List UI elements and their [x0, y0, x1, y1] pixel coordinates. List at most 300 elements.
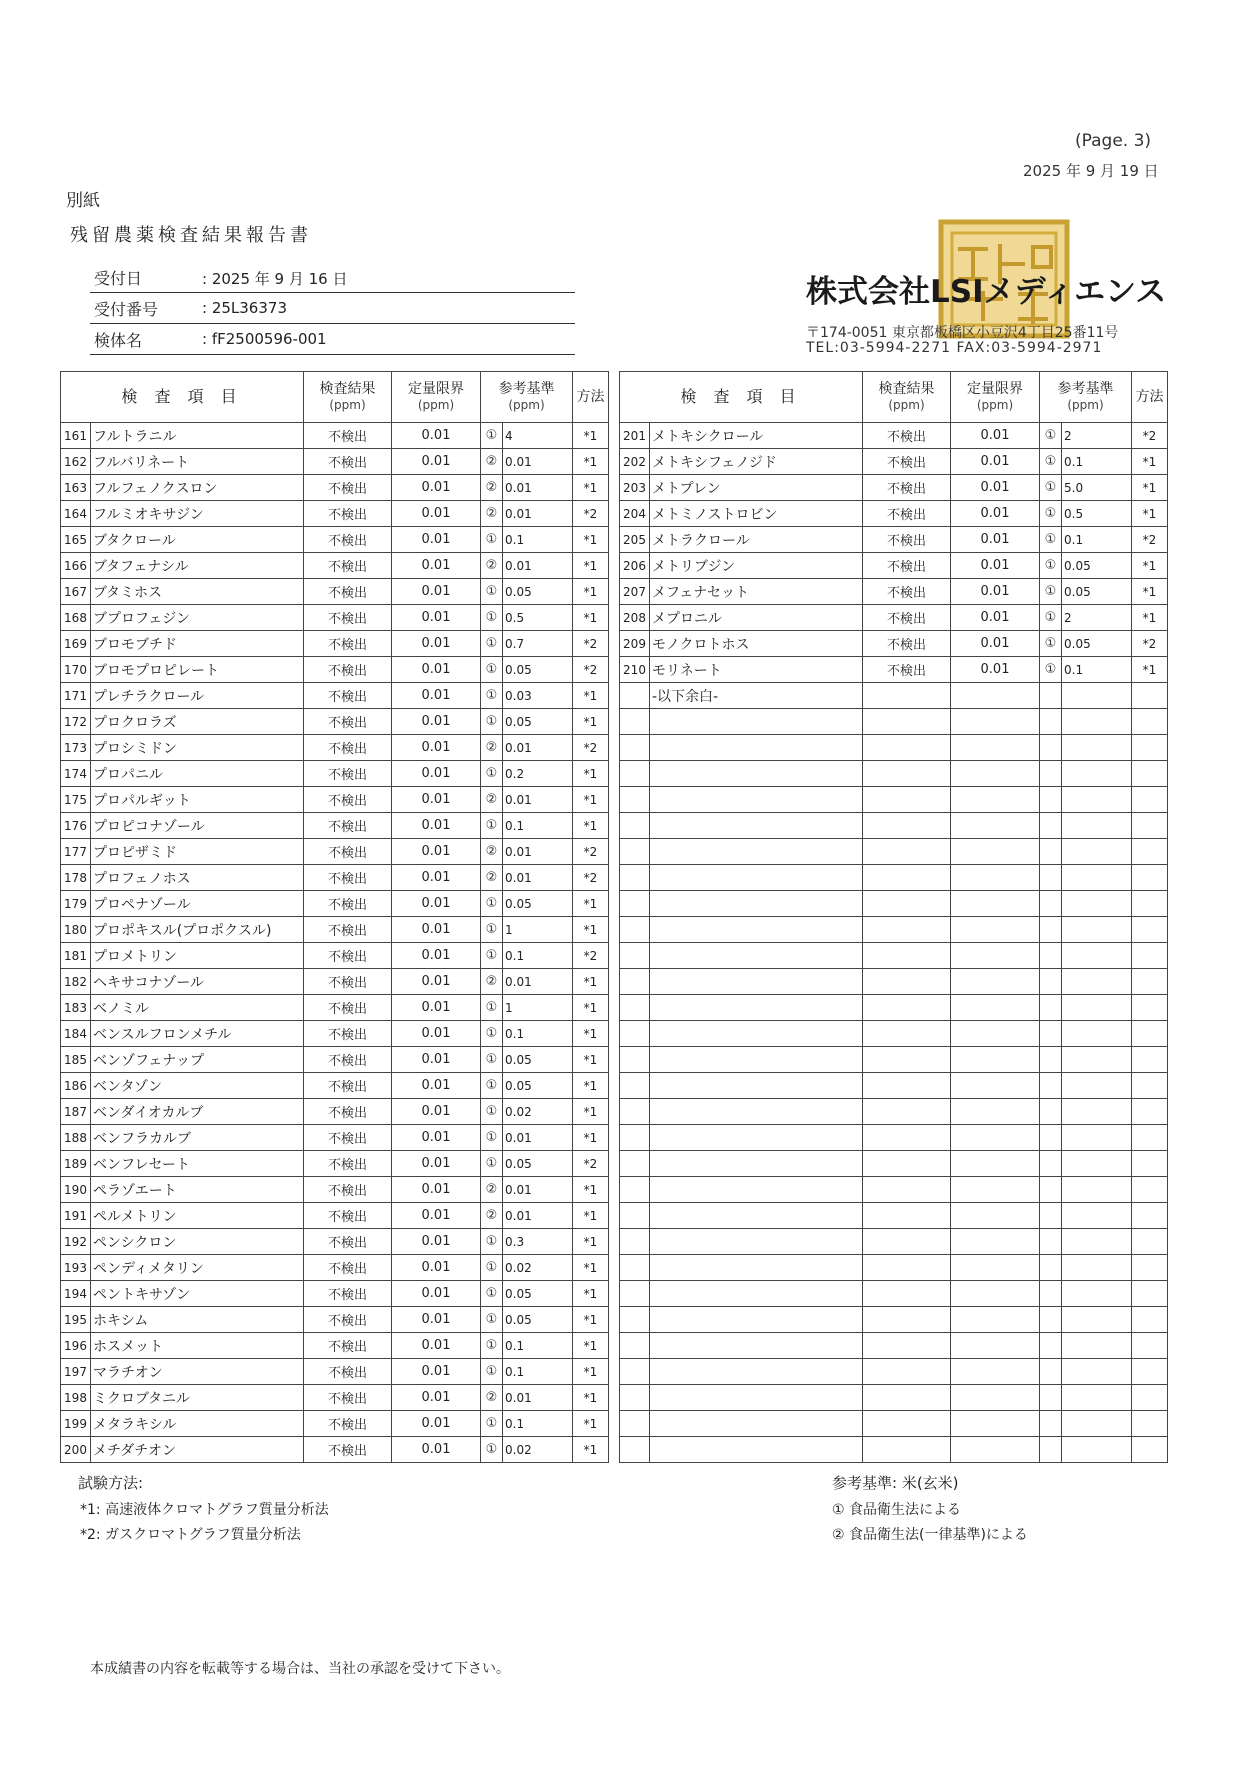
test-method-2: *2: ガスクロマトグラフ質量分析法 — [80, 1527, 301, 1543]
limit-cell — [951, 1151, 1040, 1177]
item-name — [650, 1073, 863, 1099]
basis-marker: ② — [481, 969, 503, 995]
reference-value: 0.02 — [503, 1099, 573, 1125]
method-cell: *1 — [1132, 579, 1168, 605]
row-number: 178 — [61, 865, 91, 891]
result-cell: 不検出 — [304, 1229, 392, 1255]
row-number — [620, 1437, 650, 1463]
basis-marker — [1040, 683, 1062, 709]
row-number: 189 — [61, 1151, 91, 1177]
item-name: マラチオン — [91, 1359, 304, 1385]
item-name: メトラクロール — [650, 527, 863, 553]
table-row — [620, 1359, 1168, 1385]
result-cell — [863, 1021, 951, 1047]
row-number — [620, 787, 650, 813]
reference-value: 0.05 — [503, 1151, 573, 1177]
limit-cell: 0.01 — [392, 943, 481, 969]
row-number — [620, 1177, 650, 1203]
item-name: ブロモプロピレート — [91, 657, 304, 683]
reference-value — [1062, 709, 1132, 735]
limit-cell: 0.01 — [392, 1333, 481, 1359]
limit-cell: 0.01 — [392, 1385, 481, 1411]
result-cell — [863, 995, 951, 1021]
method-cell: *1 — [573, 813, 609, 839]
method-cell — [1132, 1177, 1168, 1203]
row-number: 184 — [61, 1021, 91, 1047]
item-name — [650, 1203, 863, 1229]
item-name: ベンフラカルブ — [91, 1125, 304, 1151]
item-name — [650, 839, 863, 865]
row-number — [620, 865, 650, 891]
report-title: 残留農薬検査結果報告書 — [70, 225, 312, 246]
reference-value: 0.5 — [503, 605, 573, 631]
reference-2: ② 食品衛生法(一律基準)による — [832, 1527, 1028, 1543]
table-row — [61, 423, 609, 449]
method-cell: *1 — [573, 527, 609, 553]
basis-marker: ① — [481, 1229, 503, 1255]
item-name: プレチラクロール — [91, 683, 304, 709]
row-number: 181 — [61, 943, 91, 969]
item-name: ブプロフェジン — [91, 605, 304, 631]
result-cell: 不検出 — [304, 1281, 392, 1307]
table-row — [61, 787, 609, 813]
basis-marker — [1040, 761, 1062, 787]
reference-value: 0.01 — [503, 553, 573, 579]
item-name — [650, 917, 863, 943]
row-number: 172 — [61, 709, 91, 735]
result-cell — [863, 1229, 951, 1255]
method-cell: *1 — [573, 969, 609, 995]
table-row — [61, 1385, 609, 1411]
result-cell: 不検出 — [304, 423, 392, 449]
basis-marker — [1040, 995, 1062, 1021]
result-cell: 不検出 — [863, 579, 951, 605]
item-name: プロピザミド — [91, 839, 304, 865]
table-row — [61, 1073, 609, 1099]
limit-cell: 0.01 — [392, 1021, 481, 1047]
row-number: 199 — [61, 1411, 91, 1437]
limit-cell — [951, 865, 1040, 891]
result-cell — [863, 1411, 951, 1437]
item-name — [650, 1177, 863, 1203]
method-cell: *1 — [1132, 449, 1168, 475]
limit-cell: 0.01 — [951, 527, 1040, 553]
basis-marker: ① — [1040, 423, 1062, 449]
header-method: 方法 — [1132, 372, 1168, 423]
method-cell: *1 — [573, 1437, 609, 1463]
item-name — [650, 787, 863, 813]
result-cell: 不検出 — [304, 1047, 392, 1073]
row-number — [620, 1099, 650, 1125]
table-row — [61, 917, 609, 943]
item-name — [650, 1047, 863, 1073]
basis-marker — [1040, 1229, 1062, 1255]
item-name — [650, 1307, 863, 1333]
table-row — [61, 761, 609, 787]
basis-marker: ① — [1040, 553, 1062, 579]
method-cell: *1 — [1132, 605, 1168, 631]
table-row — [620, 475, 1168, 501]
item-name — [650, 1125, 863, 1151]
result-cell: 不検出 — [304, 813, 392, 839]
reference-value: 0.3 — [503, 1229, 573, 1255]
row-number — [620, 735, 650, 761]
basis-marker: ① — [481, 1255, 503, 1281]
table-row — [61, 995, 609, 1021]
received-date-label: 受付日 — [94, 269, 143, 288]
row-number: 190 — [61, 1177, 91, 1203]
reference-value: 0.01 — [503, 1125, 573, 1151]
table-row — [620, 1437, 1168, 1463]
method-cell — [1132, 839, 1168, 865]
table-row — [61, 1203, 609, 1229]
reference-value — [1062, 787, 1132, 813]
table-row — [620, 735, 1168, 761]
method-cell: *1 — [573, 423, 609, 449]
basis-marker: ① — [481, 1411, 503, 1437]
table-row — [61, 605, 609, 631]
method-cell: *1 — [573, 1281, 609, 1307]
basis-marker: ② — [481, 787, 503, 813]
limit-cell — [951, 1073, 1040, 1099]
reference-value: 1 — [503, 917, 573, 943]
header-result: 検査結果 (ppm) — [304, 372, 392, 423]
table-row — [61, 527, 609, 553]
table-row — [620, 631, 1168, 657]
result-cell: 不検出 — [304, 995, 392, 1021]
reference-value — [1062, 1281, 1132, 1307]
result-cell: 不検出 — [304, 761, 392, 787]
basis-marker: ① — [481, 1437, 503, 1463]
row-number — [620, 1151, 650, 1177]
limit-cell: 0.01 — [392, 813, 481, 839]
result-cell: 不検出 — [304, 1021, 392, 1047]
table-row — [620, 553, 1168, 579]
reference-value — [1062, 683, 1132, 709]
table-row — [61, 865, 609, 891]
basis-marker — [1040, 1151, 1062, 1177]
reference-value: 0.01 — [503, 1177, 573, 1203]
row-number: 174 — [61, 761, 91, 787]
limit-cell — [951, 1255, 1040, 1281]
row-number — [620, 813, 650, 839]
method-cell: *2 — [573, 501, 609, 527]
row-number: 188 — [61, 1125, 91, 1151]
reference-value: 0.2 — [503, 761, 573, 787]
limit-cell: 0.01 — [392, 865, 481, 891]
method-cell: *1 — [573, 1125, 609, 1151]
reference-value: 4 — [503, 423, 573, 449]
reference-title: 参考基準: 米(玄米) — [832, 1474, 959, 1492]
item-name: プロポキスル(プロポクスル) — [91, 917, 304, 943]
table-row — [620, 1411, 1168, 1437]
item-name — [650, 761, 863, 787]
table-row — [61, 1307, 609, 1333]
method-cell: *2 — [573, 865, 609, 891]
item-name — [650, 1411, 863, 1437]
reference-1: ① 食品衛生法による — [832, 1502, 962, 1518]
item-name: ベノミル — [91, 995, 304, 1021]
result-cell — [863, 683, 951, 709]
basis-marker: ① — [481, 1281, 503, 1307]
result-cell — [863, 1255, 951, 1281]
row-number: 183 — [61, 995, 91, 1021]
method-cell: *1 — [573, 1411, 609, 1437]
result-cell: 不検出 — [304, 657, 392, 683]
limit-cell: 0.01 — [392, 1047, 481, 1073]
header-limit: 定量限界 (ppm) — [392, 372, 481, 423]
row-number — [620, 1229, 650, 1255]
result-cell: 不検出 — [304, 579, 392, 605]
row-number: 180 — [61, 917, 91, 943]
limit-cell: 0.01 — [392, 475, 481, 501]
result-cell — [863, 1203, 951, 1229]
row-number: 197 — [61, 1359, 91, 1385]
method-cell — [1132, 943, 1168, 969]
result-cell — [863, 1437, 951, 1463]
reference-value — [1062, 1099, 1132, 1125]
row-number: 164 — [61, 501, 91, 527]
method-cell — [1132, 1359, 1168, 1385]
table-row — [620, 449, 1168, 475]
reference-value: 0.01 — [503, 501, 573, 527]
result-cell: 不検出 — [304, 475, 392, 501]
reference-value: 0.1 — [503, 527, 573, 553]
reference-value — [1062, 969, 1132, 995]
basis-marker — [1040, 709, 1062, 735]
result-cell: 不検出 — [304, 865, 392, 891]
row-number: 207 — [620, 579, 650, 605]
row-number: 202 — [620, 449, 650, 475]
row-number: 193 — [61, 1255, 91, 1281]
item-name — [650, 943, 863, 969]
reference-value: 0.05 — [503, 709, 573, 735]
reference-value — [1062, 1229, 1132, 1255]
result-cell — [863, 1333, 951, 1359]
result-cell — [863, 761, 951, 787]
basis-marker — [1040, 1255, 1062, 1281]
reference-value — [1062, 1255, 1132, 1281]
basis-marker — [1040, 1359, 1062, 1385]
limit-cell: 0.01 — [392, 1099, 481, 1125]
company-address: 〒174-0051 東京都板橋区小豆沢4丁目25番11号 — [806, 325, 1119, 341]
basis-marker — [1040, 735, 1062, 761]
method-cell — [1132, 761, 1168, 787]
method-cell — [1132, 1229, 1168, 1255]
method-cell: *1 — [573, 1385, 609, 1411]
result-cell — [863, 709, 951, 735]
basis-marker — [1040, 943, 1062, 969]
item-name: メトミノストロビン — [650, 501, 863, 527]
result-cell: 不検出 — [304, 527, 392, 553]
limit-cell — [951, 1437, 1040, 1463]
item-name: プロクロラズ — [91, 709, 304, 735]
method-cell: *1 — [573, 1333, 609, 1359]
basis-marker: ① — [481, 891, 503, 917]
reference-value: 0.05 — [503, 1281, 573, 1307]
result-cell: 不検出 — [863, 449, 951, 475]
result-cell: 不検出 — [304, 1151, 392, 1177]
basis-marker: ① — [481, 709, 503, 735]
result-cell: 不検出 — [304, 1385, 392, 1411]
item-name: メトプレン — [650, 475, 863, 501]
limit-cell: 0.01 — [392, 735, 481, 761]
reference-value: 0.02 — [503, 1255, 573, 1281]
item-name: モリネート — [650, 657, 863, 683]
basis-marker — [1040, 813, 1062, 839]
basis-marker — [1040, 1073, 1062, 1099]
item-name: メフェナセット — [650, 579, 863, 605]
limit-cell — [951, 813, 1040, 839]
limit-cell: 0.01 — [392, 891, 481, 917]
item-name: メタラキシル — [91, 1411, 304, 1437]
method-cell: *2 — [1132, 423, 1168, 449]
limit-cell: 0.01 — [392, 709, 481, 735]
basis-marker: ① — [481, 683, 503, 709]
row-number: 176 — [61, 813, 91, 839]
limit-cell — [951, 761, 1040, 787]
result-cell: 不検出 — [304, 605, 392, 631]
table-row — [61, 839, 609, 865]
reference-value: 0.05 — [503, 891, 573, 917]
limit-cell: 0.01 — [392, 761, 481, 787]
basis-marker: ① — [481, 1333, 503, 1359]
basis-marker: ① — [1040, 475, 1062, 501]
result-cell — [863, 1307, 951, 1333]
result-cell: 不検出 — [304, 787, 392, 813]
basis-marker — [1040, 865, 1062, 891]
received-date-value: : 2025 年 9 月 16 日 — [202, 270, 348, 288]
reference-value — [1062, 813, 1132, 839]
basis-marker: ① — [481, 1359, 503, 1385]
table-row — [620, 1203, 1168, 1229]
row-number: 198 — [61, 1385, 91, 1411]
item-name: フルミオキサジン — [91, 501, 304, 527]
method-cell: *2 — [573, 735, 609, 761]
limit-cell — [951, 995, 1040, 1021]
sample-name-row — [90, 326, 575, 355]
basis-marker — [1040, 787, 1062, 813]
limit-cell — [951, 839, 1040, 865]
limit-cell: 0.01 — [951, 449, 1040, 475]
method-cell — [1132, 1333, 1168, 1359]
result-cell: 不検出 — [304, 735, 392, 761]
table-row — [620, 943, 1168, 969]
method-cell: *1 — [573, 475, 609, 501]
row-number: 196 — [61, 1333, 91, 1359]
limit-cell: 0.01 — [392, 579, 481, 605]
item-name: ブタクロール — [91, 527, 304, 553]
result-cell: 不検出 — [863, 501, 951, 527]
result-cell — [863, 735, 951, 761]
basis-marker: ① — [481, 1047, 503, 1073]
reference-value — [1062, 943, 1132, 969]
limit-cell: 0.01 — [392, 1307, 481, 1333]
basis-marker — [1040, 1333, 1062, 1359]
item-name: ベンゾフェナップ — [91, 1047, 304, 1073]
method-cell — [1132, 1099, 1168, 1125]
basis-marker: ② — [481, 1203, 503, 1229]
result-cell: 不検出 — [304, 1307, 392, 1333]
table-row — [61, 1411, 609, 1437]
reference-value: 0.01 — [503, 969, 573, 995]
method-cell — [1132, 787, 1168, 813]
basis-marker: ① — [481, 657, 503, 683]
limit-cell — [951, 917, 1040, 943]
limit-cell — [951, 683, 1040, 709]
row-number: 186 — [61, 1073, 91, 1099]
method-cell: *1 — [1132, 553, 1168, 579]
method-cell: *1 — [573, 1255, 609, 1281]
basis-marker: ② — [481, 839, 503, 865]
limit-cell: 0.01 — [392, 995, 481, 1021]
basis-marker: ② — [481, 553, 503, 579]
reference-value: 0.1 — [1062, 449, 1132, 475]
limit-cell: 0.01 — [392, 1255, 481, 1281]
basis-marker: ② — [481, 475, 503, 501]
table-row — [620, 1229, 1168, 1255]
row-number: 173 — [61, 735, 91, 761]
header-method: 方法 — [573, 372, 609, 423]
result-cell: 不検出 — [304, 449, 392, 475]
reference-value: 1 — [503, 995, 573, 1021]
basis-marker: ① — [1040, 605, 1062, 631]
table-row — [620, 787, 1168, 813]
limit-cell: 0.01 — [392, 1203, 481, 1229]
result-cell — [863, 787, 951, 813]
method-cell: *1 — [573, 1307, 609, 1333]
reference-value: 0.1 — [503, 1411, 573, 1437]
limit-cell: 0.01 — [392, 423, 481, 449]
limit-cell: 0.01 — [392, 1229, 481, 1255]
row-number: 166 — [61, 553, 91, 579]
basis-marker: ① — [481, 1307, 503, 1333]
item-name: ペラゾエート — [91, 1177, 304, 1203]
table-row — [61, 657, 609, 683]
method-cell: *2 — [573, 1151, 609, 1177]
row-number: 185 — [61, 1047, 91, 1073]
basis-marker: ① — [481, 1151, 503, 1177]
reference-value: 0.05 — [1062, 579, 1132, 605]
basis-marker: ① — [481, 813, 503, 839]
limit-cell: 0.01 — [392, 605, 481, 631]
results-table-left — [60, 371, 609, 1463]
limit-cell: 0.01 — [392, 527, 481, 553]
row-number — [620, 761, 650, 787]
item-name: プロペナゾール — [91, 891, 304, 917]
reference-value: 0.05 — [503, 1073, 573, 1099]
table-row — [61, 969, 609, 995]
header-item: 検 査 項 目 — [61, 372, 304, 423]
reference-value — [1062, 865, 1132, 891]
row-number: 179 — [61, 891, 91, 917]
table-row — [620, 839, 1168, 865]
limit-cell: 0.01 — [392, 1411, 481, 1437]
test-method-title: 試験方法: — [78, 1474, 144, 1492]
limit-cell: 0.01 — [392, 1073, 481, 1099]
limit-cell — [951, 1125, 1040, 1151]
received-date-row — [90, 264, 575, 293]
basis-marker — [1040, 1281, 1062, 1307]
basis-marker: ① — [481, 579, 503, 605]
table-row — [61, 735, 609, 761]
method-cell: *1 — [573, 553, 609, 579]
row-number: 203 — [620, 475, 650, 501]
row-number — [620, 891, 650, 917]
reference-value: 0.05 — [503, 579, 573, 605]
reference-value: 2 — [1062, 605, 1132, 631]
reference-value: 0.01 — [503, 735, 573, 761]
